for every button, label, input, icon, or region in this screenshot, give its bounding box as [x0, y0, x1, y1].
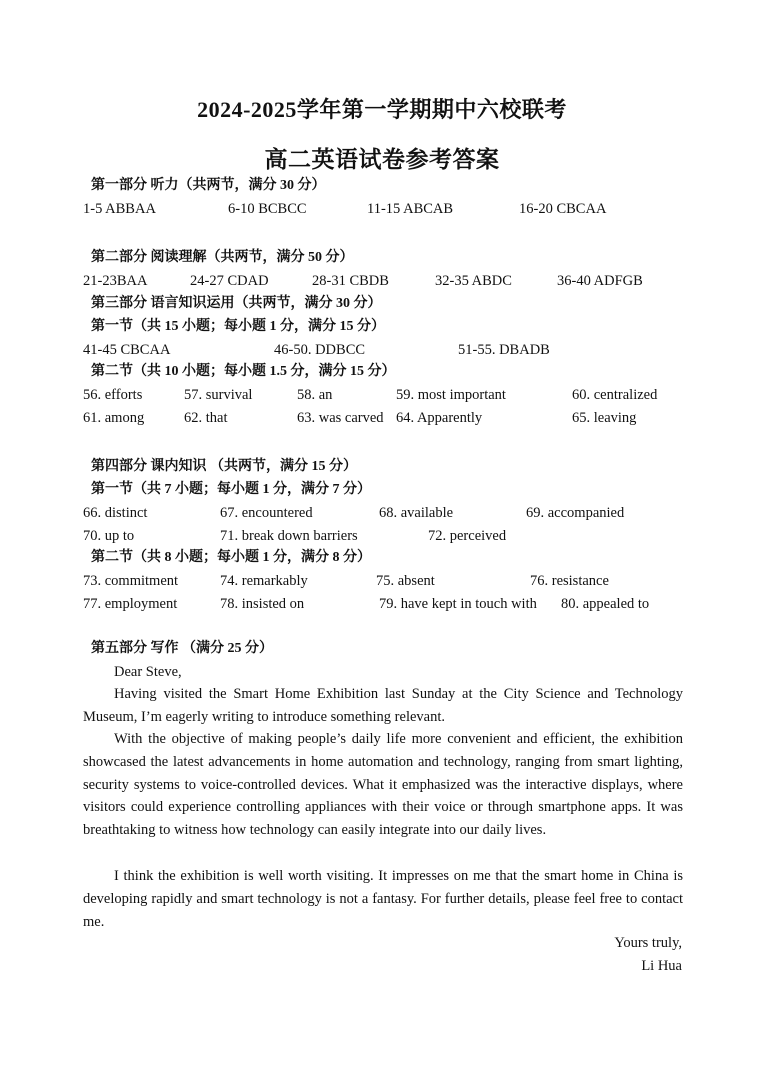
part3-section2-row2: [0, 409, 764, 427]
letter-paragraph: With the objective of making people’s daily life more convenient and efficient, the exhibition showcased the latest advancements in home automation and technology, ranging from smart lighting, security systems to voice-controlled devices. What it emphasized was the interactive displays, where visitors could experience controlling appliances with their voice or through smartphone apps. It was breathtaking to witness how technology can easily integrate into our daily lives.: [83, 731, 683, 839]
letter-closing: Yours truly,: [614, 935, 682, 951]
answer-item: 65. leaving: [572, 410, 637, 426]
answer-group: 16-20 CBCAA: [519, 201, 607, 217]
part1-header: 第一部分 听力（共两节，满分 30 分）: [91, 178, 326, 193]
part3-section1-row: [0, 341, 764, 359]
answer-item: 57. survival: [184, 387, 253, 403]
part5-header: 第五部分 写作 （满分 25 分）: [91, 641, 273, 656]
part4-section2-row1: [0, 572, 764, 590]
answer-item: 62. that: [184, 410, 228, 426]
part1-answers-row: [0, 200, 764, 218]
answer-item: 74. remarkably: [220, 573, 308, 589]
part3-section1-header: 第一节（共 15 小题；每小题 1 分，满分 15 分）: [91, 319, 385, 334]
answer-item: 61. among: [83, 410, 145, 426]
answer-group: 32-35 ABDC: [435, 273, 512, 289]
page-subtitle: 高二英语试卷参考答案: [264, 147, 500, 172]
part4-section1-row2: [0, 527, 764, 545]
answer-item: 64. Apparently: [396, 410, 483, 426]
part4-section1-row1: [0, 504, 764, 522]
answer-item: 66. distinct: [83, 505, 148, 521]
part4-section2-header: 第二节（共 8 小题；每小题 1 分，满分 8 分）: [91, 550, 371, 565]
page-title: 2024-2025学年第一学期期中六校联考: [197, 97, 567, 122]
answer-group: 36-40 ADFGB: [557, 273, 643, 289]
answer-item: 78. insisted on: [220, 596, 305, 612]
letter-signature: Li Hua: [641, 958, 682, 974]
answer-item: 56. efforts: [83, 387, 143, 403]
answer-item: 76. resistance: [530, 573, 609, 589]
answer-group: 6-10 BCBCC: [228, 201, 307, 217]
part2-answers-row: [0, 272, 764, 290]
part3-section2-row1: [0, 386, 764, 404]
answer-group: 51-55. DBADB: [458, 342, 550, 358]
part4-header: 第四部分 课内知识 （共两节，满分 15 分）: [91, 459, 357, 474]
part2-header: 第二部分 阅读理解（共两节，满分 50 分）: [91, 250, 354, 265]
answer-item: 79. have kept in touch with: [379, 596, 537, 612]
answer-group: 1-5 ABBAA: [83, 201, 156, 217]
answer-group: 24-27 CDAD: [190, 273, 269, 289]
answer-item: 63. was carved: [297, 410, 384, 426]
part4-section1-header: 第一节（共 7 小题；每小题 1 分，满分 7 分）: [91, 482, 371, 497]
letter-greeting: Dear Steve,: [114, 664, 182, 680]
part4-section2-row2: [0, 595, 764, 613]
answer-group: 11-15 ABCAB: [367, 201, 454, 217]
letter-paragraph: I think the exhibition is well worth visiting. It impresses on me that the smart home in China is developing rapidly and smart technology is not a fantasy. For further details, please feel free to contact me.: [83, 868, 683, 930]
answer-item: 75. absent: [376, 573, 435, 589]
answer-item: 73. commitment: [83, 573, 179, 589]
answer-item: 58. an: [297, 387, 333, 403]
answer-item: 60. centralized: [572, 387, 658, 403]
answer-item: 71. break down barriers: [220, 528, 358, 544]
answer-item: 68. available: [379, 505, 454, 521]
answer-group: 46-50. DDBCC: [274, 342, 366, 358]
part3-section2-header: 第二节（共 10 小题；每小题 1.5 分，满分 15 分）: [91, 364, 396, 379]
part3-header: 第三部分 语言知识运用（共两节，满分 30 分）: [91, 296, 382, 311]
answer-item: 77. employment: [83, 596, 178, 612]
answer-item: 59. most important: [396, 387, 506, 403]
answer-item: 67. encountered: [220, 505, 313, 521]
answer-group: 21-23BAA: [83, 273, 148, 289]
answer-item: 80. appealed to: [561, 596, 650, 612]
answer-item: 72. perceived: [428, 528, 507, 544]
letter-paragraph: Having visited the Smart Home Exhibition last Sunday at the City Science and Technology Museum, I’m eagerly writing to introduce something relevant.: [83, 686, 683, 725]
answer-group: 28-31 CBDB: [312, 273, 389, 289]
answer-item: 70. up to: [83, 528, 135, 544]
answer-item: 69. accompanied: [526, 505, 625, 521]
answer-group: 41-45 CBCAA: [83, 342, 171, 358]
